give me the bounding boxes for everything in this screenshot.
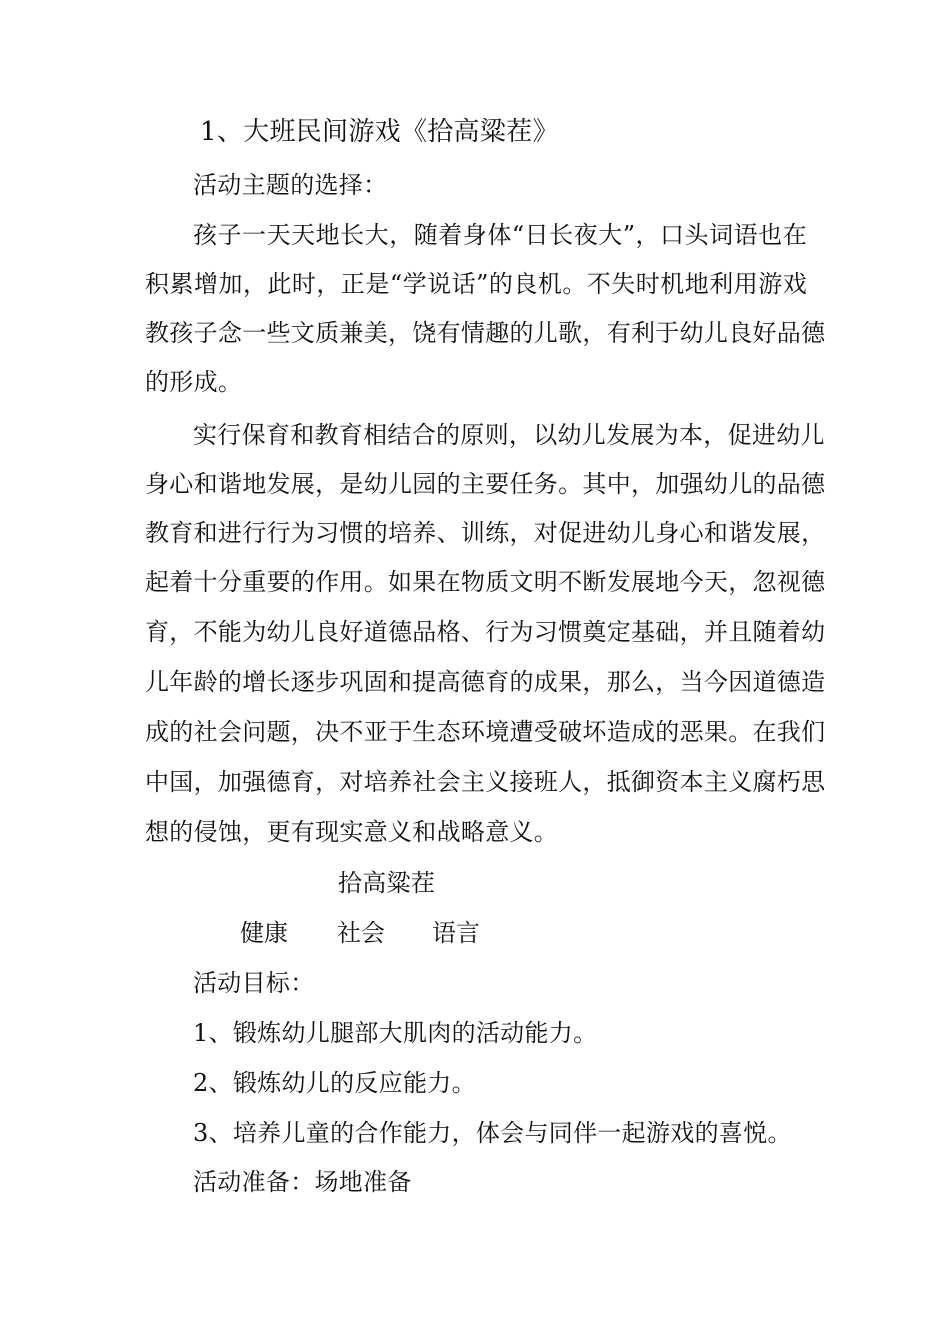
goal-item: 1、锻炼幼儿腿部大肌肉的活动能力。: [193, 1019, 598, 1047]
domain-tag: 社会: [337, 919, 385, 947]
section-heading-theme: 活动主题的选择：: [193, 171, 388, 199]
domain-tag: 健康: [240, 919, 288, 947]
paragraph2-line-8: 中国，加强德育，对培养社会主义接班人，抵御资本主义腐朽思: [145, 768, 826, 796]
activity-name: 拾高粱茬: [338, 869, 436, 897]
goals-heading: 活动目标：: [193, 969, 315, 997]
domain-tag: 语言: [432, 919, 480, 947]
paragraph2-line-3: 教育和进行行为习惯的培养、训练，对促进幼儿身心和谐发展，: [145, 519, 826, 547]
preparation-line: 活动准备：场地准备: [193, 1168, 412, 1196]
paragraph2-line-6: 儿年龄的增长逐步巩固和提高德育的成果，那么，当今因道德造: [145, 668, 826, 696]
paragraph2-line-9: 想的侵蚀，更有现实意义和战略意义。: [145, 818, 559, 846]
paragraph1-line-2: 积累增加，此时，正是“学说话”的良机。不失时机地利用游戏: [145, 270, 807, 298]
paragraph1-line-1: 孩子一天天地长大，随着身体“日长夜大”，口头词语也在: [193, 221, 807, 249]
paragraph1-line-4: 的形成。: [145, 368, 243, 396]
paragraph1-line-3: 教孩子念一些文质兼美，饶有情趣的儿歌，有利于幼儿良好品德: [145, 319, 826, 347]
paragraph2-line-5: 育，不能为幼儿良好道德品格、行为习惯奠定基础，并且随着幼: [145, 618, 826, 646]
paragraph2-line-1: 实行保育和教育相结合的原则，以幼儿发展为本，促进幼儿: [193, 421, 825, 449]
document-title: 1、大班民间游戏《拾高粱茬》: [200, 117, 559, 147]
goal-item: 2、锻炼幼儿的反应能力。: [193, 1069, 476, 1097]
paragraph2-line-7: 成的社会问题，决不亚于生态环境遭受破坏造成的恶果。在我们: [145, 718, 826, 746]
paragraph2-line-4: 起着十分重要的作用。如果在物质文明不断发展地今天，忽视德: [145, 568, 826, 596]
goal-item: 3、培养儿童的合作能力，体会与同伴一起游戏的喜悦。: [193, 1119, 792, 1147]
paragraph2-line-2: 身心和谐地发展，是幼儿园的主要任务。其中，加强幼儿的品德: [145, 470, 826, 498]
